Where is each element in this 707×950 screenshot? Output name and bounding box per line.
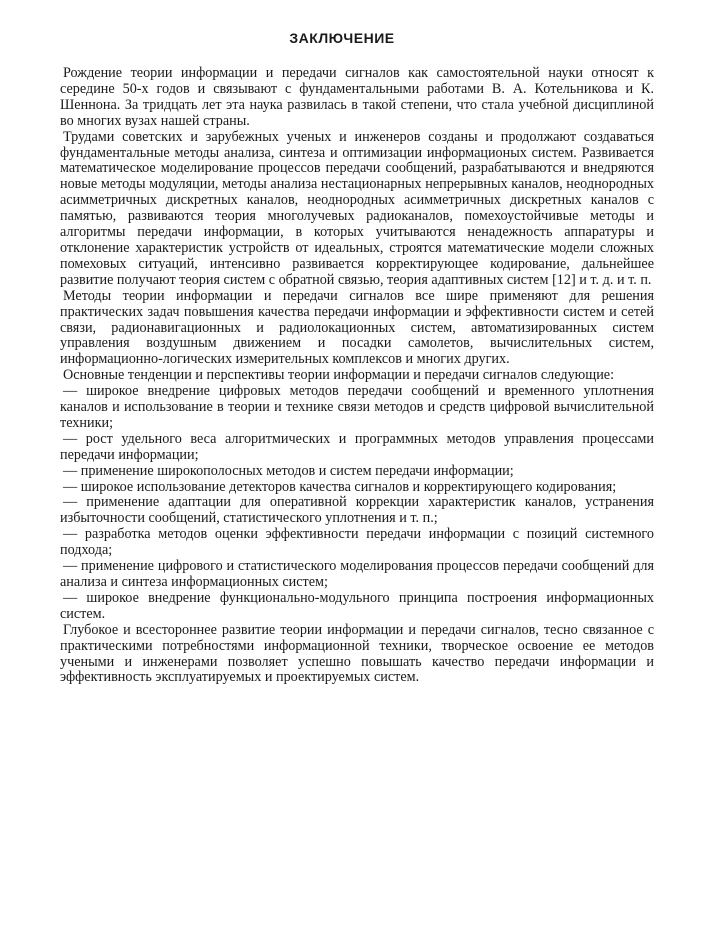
paragraph-trends-intro: Основные тенденции и перспективы теории информации и передачи сигналов следующие: <box>63 367 615 384</box>
paragraph-intro: Рождение теории информации и передачи сигналов как самостоятельной науки относят к середине 50-х годов и связывают с фундаментальными работами В. А. Котельникова и К. Шеннона. За тридцать лет эта наука развилась в такой степени, что стала учебной дисциплиной во многих вузах нашей страны. <box>60 65 654 129</box>
list-item-algorithmic: — рост удельного веса алгоритмических и программных методов управления процессами передачи информации; <box>60 430 654 463</box>
paragraph-methods: Трудами советских и зарубежных ученых и инженеров созданы и продолжают создаваться фундаментальные методы анализа, синтеза и оптимизации информационых систем. Развивается математическое моделирование процессов передачи сообщений, разрабатываются и внедряются новые методы модуляции, методы анализа нестационарных непрерывных каналов, неоднородных асимметричных дискретных каналов, неоднородных асимметричных дискретных каналов с памятью, развиваются теория многолучевых радиоканалов, помехоустойчивые методы и алгоритмы передачи информации, в которых учитываются ненадежность аппаратуры и отклонение характеристик устройств от идеальных, строятся математические модели сложных помеховых ситуаций, интенсивно развивается корректирующее кодирование, дальнейшее развитие получают теория систем с обратной связью, теория адаптивных систем [12] и т. д. и т. п. <box>60 128 654 288</box>
list-item-broadband: — применение широкополосных методов и систем передачи информации; <box>63 462 514 479</box>
body-text <box>60 66 654 686</box>
page-title: ЗАКЛЮЧЕНИЕ <box>289 30 395 46</box>
list-item-adaptation: — применение адаптации для оперативной коррекции характеристик каналов, устранения избыточности сообщений, статистического уплотнения и т. п.; <box>60 494 654 527</box>
list-item-detectors: — широкое использование детекторов качества сигналов и корректирующего кодирования; <box>63 478 617 495</box>
paragraph-conclusion: Глубокое и всестороннее развитие теории информации и передачи сигналов, тесно связанное с практическими потребностями информационной техники, творческое освоение ее методов учеными и инженерами позволяет успешно повышать качество передачи информации и эффективность эксплуатируемых и проектируемых систем. <box>60 621 654 686</box>
list-item-efficiency: — разработка методов оценки эффективности передачи информации с позиций системного подхода; <box>60 526 654 559</box>
paragraph-applications: Методы теории информации и передачи сигналов все шире применяют для решения практических задач повышения качества передачи информации и эффективности систем и сетей связи, радионавигационных и радиолокационных систем, автоматизированных систем управления воздушным движением и посадки самолетов, вычислительных систем, информационно-логических измерительных комплексов и многих других. <box>60 287 654 368</box>
list-item-modeling: — применение цифрового и статистического моделирования процессов передачи сообщений для анализа и синтеза информационных систем; <box>60 558 654 590</box>
list-item-digital: — широкое внедрение цифровых методов передачи сообщений и временного уплотнения каналов и использование в теории и технике связи методов и средств цифровой вычислительной техники; <box>60 383 654 431</box>
list-item-modular: — широкое внедрение функционально-модульного принципа построения информационных систем. <box>60 589 654 622</box>
